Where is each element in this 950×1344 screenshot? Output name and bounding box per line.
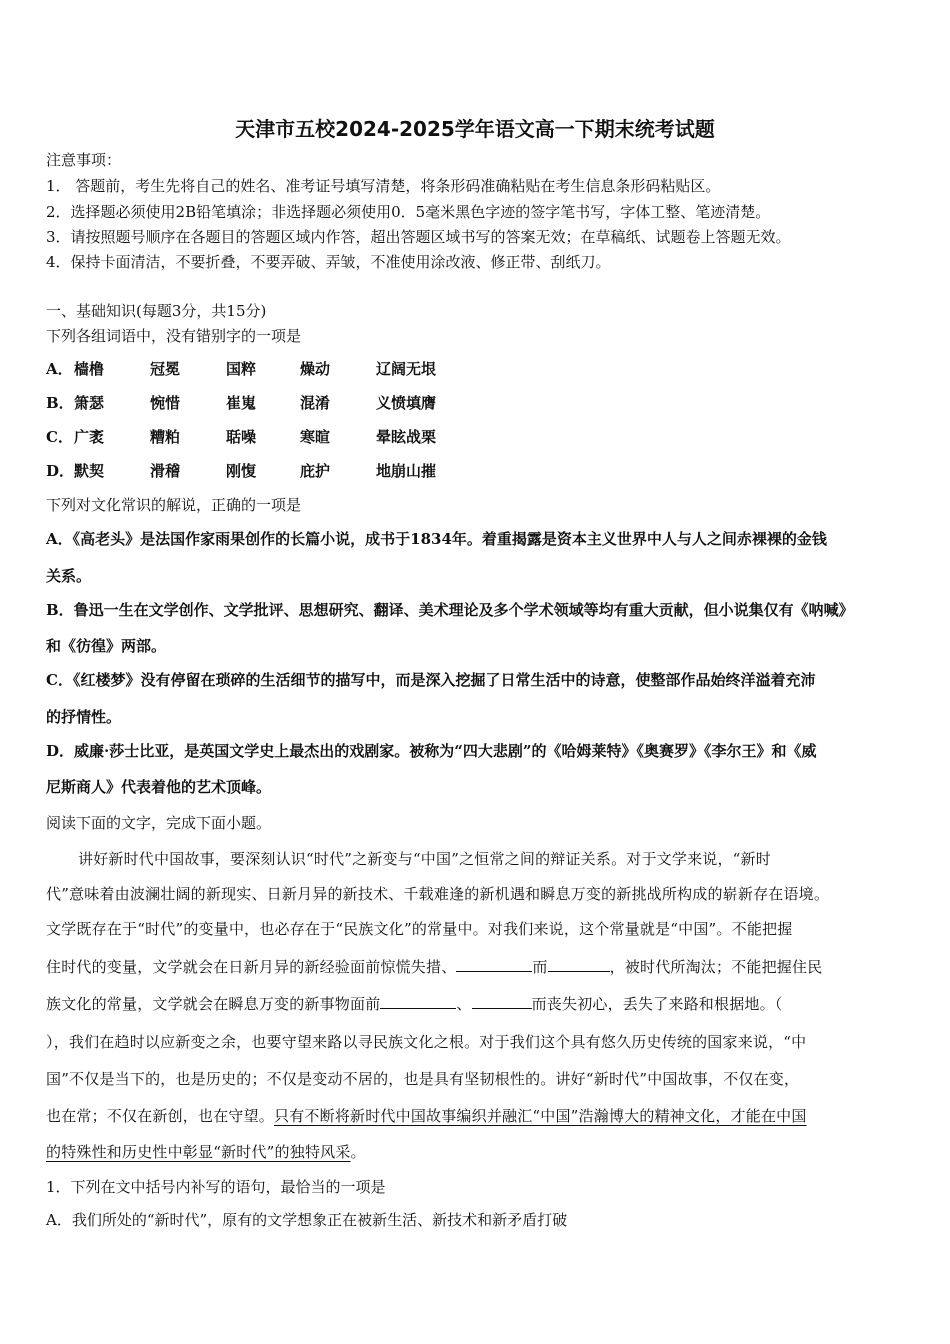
option-word: 冠冕 bbox=[150, 360, 181, 378]
passage-text: 族文化的常量，文学就会在瞬息万变的新事物面前 bbox=[46, 995, 381, 1013]
culture-option-a-line2: 关系。 bbox=[46, 567, 92, 585]
section-heading: 一、基础知识(每题3分，共15分) bbox=[46, 302, 267, 320]
culture-option-c-line2: 的抒情性。 bbox=[46, 708, 122, 726]
option-label: B． bbox=[46, 394, 74, 412]
passage-text: 而 bbox=[532, 958, 548, 976]
passage-line-2: 代”意味着由波澜壮阔的新现实、日新月异的新技术、千载难逢的新机遇和瞬息万变的新挑战所构成的崭新存在语境。 bbox=[46, 885, 830, 903]
option-word: 箫瑟 bbox=[74, 394, 105, 412]
option-word: 崔嵬 bbox=[226, 394, 257, 412]
option-word: 燥动 bbox=[300, 360, 331, 378]
passage-line-7: 国”不仅是当下的，也是历史的；不仅是变动不居的，也是具有坚韧根性的。讲好“新时代”中国故事，不仅在变， bbox=[46, 1070, 800, 1088]
option-word: 晕眩战栗 bbox=[376, 428, 437, 446]
option-word: 聒噪 bbox=[226, 428, 257, 446]
notice-item-1: 1． 答题前，考生先将自己的姓名、准考证号填写清楚，将条形码准确粘贴在考生信息条形码粘贴区。 bbox=[46, 177, 721, 195]
fill-blank bbox=[380, 994, 456, 1009]
option-label: A． bbox=[46, 360, 73, 378]
option-label: D． bbox=[46, 462, 75, 480]
fill-blank bbox=[456, 957, 532, 972]
underlined-sentence: 的特殊性和历史性中彰显“新时代”的独特风采 bbox=[46, 1143, 351, 1161]
option-word: 义愤填膺 bbox=[376, 394, 437, 412]
culture-option-c-line1: C．《红楼梦》没有停留在琐碎的生活细节的描写中，而是深入挖掘了日常生活中的诗意，使整部作品始终洋溢着充沛 bbox=[46, 671, 816, 689]
passage-line-1: 讲好新时代中国故事，要深刻认识“时代”之新变与“中国”之恒常之间的辩证关系。对于文学来说，“新时 bbox=[78, 850, 771, 868]
option-word: 混淆 bbox=[300, 394, 331, 412]
passage-text: ，被时代所淘汰；不能把握住民 bbox=[609, 958, 823, 976]
option-word: 庇护 bbox=[300, 462, 331, 480]
notice-item-3: 3．请按照题号顺序在各题目的答题区域内作答，超出答题区域书写的答案无效；在草稿纸、试题卷上答题无效。 bbox=[46, 228, 791, 246]
passage-text: 、 bbox=[456, 995, 472, 1013]
notice-item-2: 2．选择题必须使用2B铅笔填涂；非选择题必须使用0．5毫米黑色字迹的签字笔书写，字体工整、笔迹清楚。 bbox=[46, 203, 771, 221]
fill-blank bbox=[548, 957, 610, 972]
reading-question-option-a: A．我们所处的“新时代”，原有的文学想象正在被新生活、新技术和新矛盾打破 bbox=[46, 1211, 568, 1229]
culture-option-d-line1: D．威廉·莎士比亚，是英国文学史上最杰出的戏剧家。被称为“四大悲剧”的《哈姆莱特》《奥赛罗》《李尔王》和《威 bbox=[46, 742, 817, 760]
notice-item-4: 4．保持卡面清洁，不要折叠，不要弄破、弄皱，不准使用涂改液、修正带、刮纸刀。 bbox=[46, 253, 611, 271]
reading-intro: 阅读下面的文字，完成下面小题。 bbox=[46, 814, 272, 832]
notice-heading: 注意事项： bbox=[46, 151, 122, 169]
passage-line-3: 文学既存在于“时代”的变量中，也必存在于“民族文化”的常量中。对我们来说，这个常量就是“中国”。不能把握 bbox=[46, 920, 793, 938]
passage-line-6: ），我们在趋时以应新变之余，也要守望来路以寻民族文化之根。对于我们这个具有悠久历史传统的国家来说，“中 bbox=[46, 1033, 807, 1051]
option-word: 惋惜 bbox=[150, 394, 181, 412]
option-word: 默契 bbox=[74, 462, 105, 480]
fill-blank bbox=[472, 994, 532, 1009]
option-word: 樯橹 bbox=[74, 360, 105, 378]
option-label: C． bbox=[46, 428, 73, 446]
reading-question-stem: 1．下列在文中括号内补写的语句，最恰当的一项是 bbox=[46, 1178, 386, 1196]
option-word: 糟粕 bbox=[150, 428, 181, 446]
culture-option-d-line2: 尼斯商人》代表着他的艺术顶峰。 bbox=[46, 778, 272, 796]
option-word: 地崩山摧 bbox=[376, 462, 437, 480]
passage-line-9 bbox=[46, 1142, 366, 1162]
passage-line-5 bbox=[46, 994, 783, 1014]
question-stem-culture: 下列对文化常识的解说，正确的一项是 bbox=[46, 496, 302, 514]
passage-text: 住时代的变量，文学就会在日新月异的新经验面前惊慌失措、 bbox=[46, 958, 457, 976]
culture-option-b-line1: B．鲁迅一生在文学创作、文学批评、思想研究、翻译、美术理论及多个学术领域等均有重大贡献，但小说集仅有《呐喊》 bbox=[46, 601, 854, 619]
question-stem-words: 下列各组词语中，没有错别字的一项是 bbox=[46, 327, 302, 345]
passage-line-4 bbox=[46, 957, 822, 977]
option-word: 滑稽 bbox=[150, 462, 181, 480]
option-word: 广袤 bbox=[74, 428, 105, 446]
option-word: 辽阔无垠 bbox=[376, 360, 437, 378]
passage-text: 也在常；不仅在新创，也在守望。 bbox=[46, 1107, 275, 1125]
page-title: 天津市五校2024-2025学年语文高一下期末统考试题 bbox=[235, 117, 715, 141]
passage-text: 。 bbox=[350, 1143, 366, 1161]
passage-line-8 bbox=[46, 1106, 807, 1126]
culture-option-a-line1: A．《高老头》是法国作家雨果创作的长篇小说，成书于1834年。着重揭露是资本主义世界中人与人之间赤裸裸的金钱 bbox=[46, 530, 827, 548]
passage-text: 而丧失初心，丢失了来路和根据地。（ bbox=[531, 995, 783, 1013]
option-word: 寒暄 bbox=[300, 428, 331, 446]
option-word: 刚愎 bbox=[226, 462, 257, 480]
culture-option-b-line2: 和《彷徨》两部。 bbox=[46, 637, 167, 655]
option-word: 国粹 bbox=[226, 360, 257, 378]
underlined-sentence: 只有不断将新时代中国故事编织并融汇“中国”浩瀚博大的精神文化，才能在中国 bbox=[274, 1107, 807, 1125]
